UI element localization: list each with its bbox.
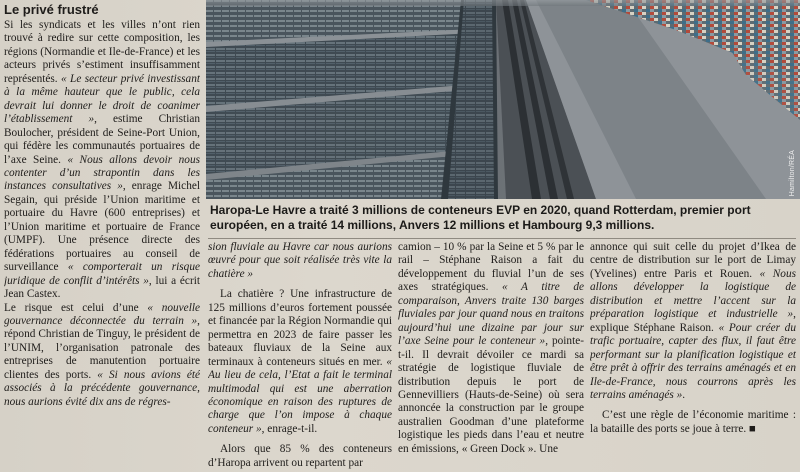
text-run: Le risque est celui d’une: [4, 301, 148, 314]
left-column: [4, 2, 200, 472]
column-2: [208, 241, 392, 472]
col3-paragraph-0: [398, 241, 584, 456]
quote: « Nous allons devoir nous contenter d’un strapontin dans les instances consultatives »: [4, 153, 200, 193]
left-paragraph-2: [4, 302, 200, 410]
text-run: , explique Stéphane Raison.: [590, 308, 796, 334]
quote: « A titre de comparaison, Anvers traite 130 barges fluviales par jour quand nous en traitons aujourd’hui une dizaine par jour sur l’axe Seine pour le conteneur »: [398, 281, 584, 348]
col2-paragraph-1: [208, 288, 392, 436]
photo-caption: Haropa-Le Havre a traité 3 millions de conteneurs EVP en 2020, quand Rotterdam, premier port européen, en a traité 14 millions, Anvers 12 millions et Hambourg 9,3 millions.: [210, 203, 751, 232]
quote: « Au lieu de cela, l’Etat a fait le terminal multimodal qui est une aberration économique en raison des ruptures de charge que l’on impose à chaque conteneur »: [208, 355, 392, 435]
text-run: , lui a écrit Jean Castex.: [4, 274, 200, 301]
container-terminal-image: [206, 0, 800, 199]
caption-divider: [208, 238, 796, 239]
text-run: La chatière ? Une infrastructure de 125 millions d’euros fortement poussée et financée par la Région Normandie qui permettra en 2023 de faire passer les bateaux fluviaux de la Seine aux terminaux à conteneurs situés en mer.: [208, 288, 392, 368]
col4-paragraph-1: C’est une règle de l’économie maritime : la bataille des ports se joue à terre. ■: [590, 409, 796, 435]
column-3: [398, 241, 584, 472]
text-run: , pointe-t-il. Il devrait dévoiler ce mardi sa stratégie de logistique fluviale de distribution depuis le port de Gennevilliers (Hauts-de-Seine) où sera annoncée la construction par le groupe australien Goodman d’une plateforme logistique les pieds dans l’eau et neutre en émissions, « Green Dock ». Une: [398, 335, 584, 455]
column-4: [590, 241, 796, 472]
text-run: annonce qui suit celle du projet d’Ikea de centre de distribution sur le port de Limay (Yvelines) entre Paris et Rouen.: [590, 241, 796, 280]
col4-paragraph-0: [590, 241, 796, 402]
quote: « Le secteur privé investissant à la même hauteur que le public, cela devrait lui donner le droit de coanimer l’établissement »: [4, 72, 200, 126]
quote: « comporterait un risque juridique de conflit d’intérêts »: [4, 261, 200, 287]
photo-credit: Hamilton/RÉA: [789, 150, 796, 197]
quote: « Nous allons développer la logistique de distribution et mettre l’accent sur la préparation logistique et industrielle »: [590, 267, 796, 321]
text-run: .: [682, 388, 686, 401]
left-paragraph-1: [4, 19, 200, 302]
text-run: , enrage Michel Segain, qui préside l’Union maritime et portuaire du Havre (600 entreprises) et l’Union maritime et portuaire de France (UMPF). Une présence directe des fédérations portuaires au conseil de surveillance: [4, 180, 200, 274]
port-photo: [206, 0, 800, 199]
quote: « nouvelle gouvernance déconnectée du terrain »: [4, 301, 200, 327]
quote: « Si nous avions été associés à la précédente gouvernance, nous aurions évité dix ans de régres-: [4, 368, 200, 408]
col2-paragraph-0: sion fluviale au Havre car nous aurions œuvré pour que soit réalisée très vite la chatière »: [208, 241, 392, 280]
col2-paragraph-2: Alors que 85 % des conteneurs d’Haropa arrivent ou repartent par: [208, 443, 392, 469]
quote: « Pour créer du trafic portuaire, capter des flux, il faut être performant sur la planification logistique et être prêt à offrir des terrains aménagés et en Ile-de-France, nous courrons après les terrains aménagés »: [590, 321, 796, 401]
text-run: , répond Christian de Tinguy, le président de l’UNIM, l’organisation patronale des entreprises de manutention portuaire clientes des ports.: [4, 314, 200, 381]
text-run: Si les syndicats et les villes n’ont rien trouvé à redire sur cette composition, les régions (Normandie et Ile-de-France) et les acteurs privés s’estiment insuffisamment représentés.: [4, 19, 200, 85]
text-run: , enrage-t-il.: [261, 422, 318, 435]
text-run: , estime Christian Boulocher, président de Seine-Port Union, qui fédère les communautés portuaires de l’axe Seine.: [4, 113, 200, 166]
text-run: camion – 10 % par la Seine et 5 % par le rail – Stéphane Raison a fait du développement du fluvial l’un de ses axes stratégiques.: [398, 241, 584, 294]
section-heading: Le privé frustré: [4, 2, 99, 17]
